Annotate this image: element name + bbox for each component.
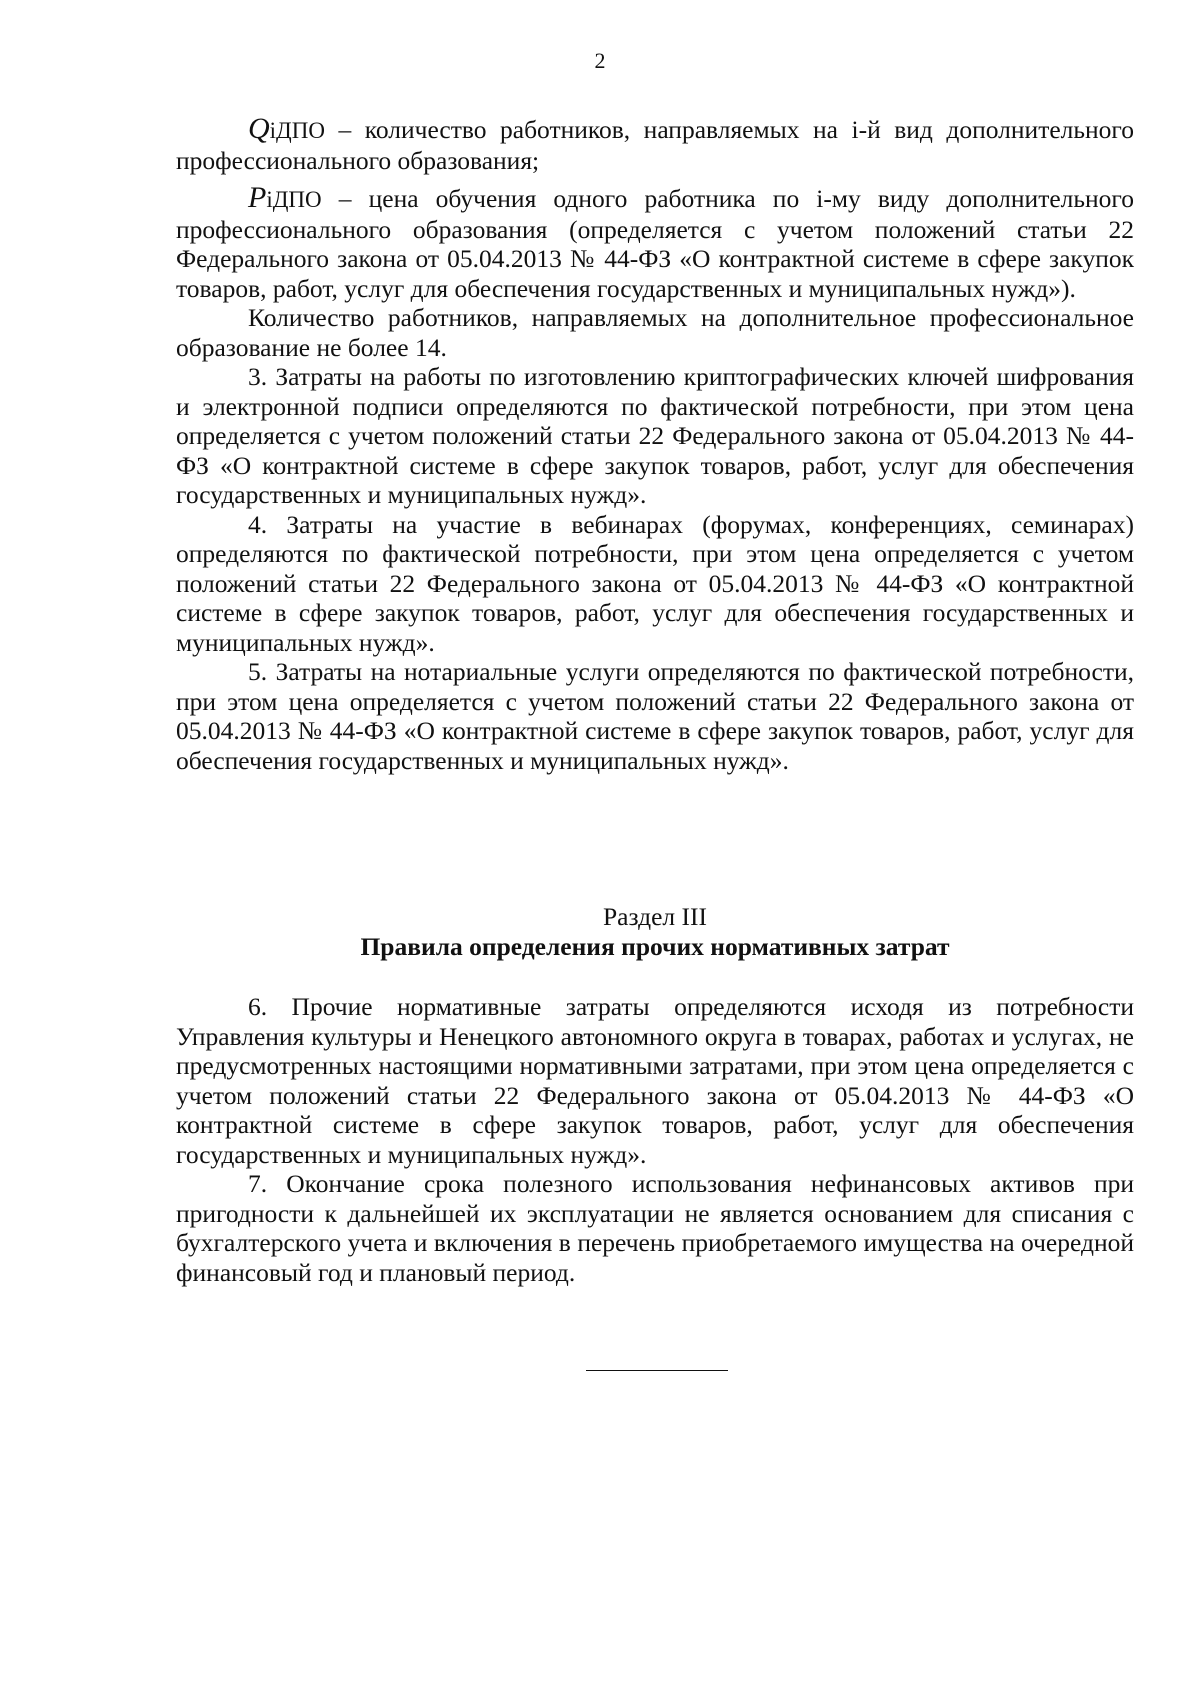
section-heading (176, 902, 1134, 961)
paragraph-count: Количество работников, направляемых на дополнительное профессиональное образование не более 14. (176, 303, 1134, 362)
text-top (176, 114, 1134, 775)
section-title: Правила определения прочих нормативных затрат (360, 931, 950, 961)
definition-p-text: – цена обучения одного работника по i-му виду дополнительного профессионального образования (определяется с учетом положений статьи 22 Федерального закона от 05.04.2013 № 44-ФЗ «О контрактной системе в сфере закупок товаров, работ, услуг для обеспечения государственных и муниципальных нужд»). (176, 184, 1134, 303)
paragraph-5: 5. Затраты на нотариальные услуги определяются по фактической потребности, при этом цена определяется с учетом положений статьи 22 Федерального закона от 05.04.2013 № 44-ФЗ «О контрактной системе в сфере закупок товаров, работ, услуг для обеспечения государственных и муниципальных нужд». (176, 657, 1134, 775)
page-number: 2 (594, 48, 606, 73)
paragraph-4: 4. Затраты на участие в вебинарах (форумах, конференциях, семинарах) определяются по фактической потребности, при этом цена определяется с учетом положений статьи 22 Федерального закона от 05.04.2013 № 44-ФЗ «О контрактной системе в сфере закупок товаров, работ, услуг для обеспечения государственных и муниципальных нужд». (176, 509, 1134, 657)
symbol-q-sub: iДПО (269, 118, 325, 143)
paragraph-7: 7. Окончание срока полезного использования нефинансовых активов при пригодности к дальнейшей их эксплуатации не является основанием для списания с бухгалтерского учета и включения в перечень приобретаемого имущества на очередной финансовый год и плановый период. (176, 1169, 1134, 1287)
symbol-p: P (248, 181, 267, 214)
closing-rule (586, 1370, 728, 1371)
definition-q-text: – количество работников, направляемых на i-й вид дополнительного профессионального образования; (176, 115, 1134, 175)
text-bottom (176, 992, 1134, 1287)
definition-p (176, 183, 1134, 303)
definition-q (176, 114, 1134, 175)
symbol-p-sub: iДПО (266, 187, 322, 212)
section-label: Раздел III (603, 902, 707, 931)
paragraph-3: 3. Затраты на работы по изготовлению криптографических ключей шифрования и электронной подписи определяются по фактической потребности, при этом цена определяется с учетом положений статьи 22 Федерального закона от 05.04.2013 № 44-ФЗ «О контрактной системе в сфере закупок товаров, работ, услуг для обеспечения государственных и муниципальных нужд». (176, 362, 1134, 509)
paragraph-6: 6. Прочие нормативные затраты определяются исходя из потребности Управления культуры и Ненецкого автономного округа в товарах, работах и услугах, не предусмотренных настоящими нормативными затратами, при этом цена определяется с учетом положений статьи 22 Федерального закона от 05.04.2013 № 44-ФЗ «О контрактной системе в сфере закупок товаров, работ, услуг для обеспечения государственных и муниципальных нужд». (176, 992, 1134, 1169)
symbol-q: Q (248, 112, 270, 145)
